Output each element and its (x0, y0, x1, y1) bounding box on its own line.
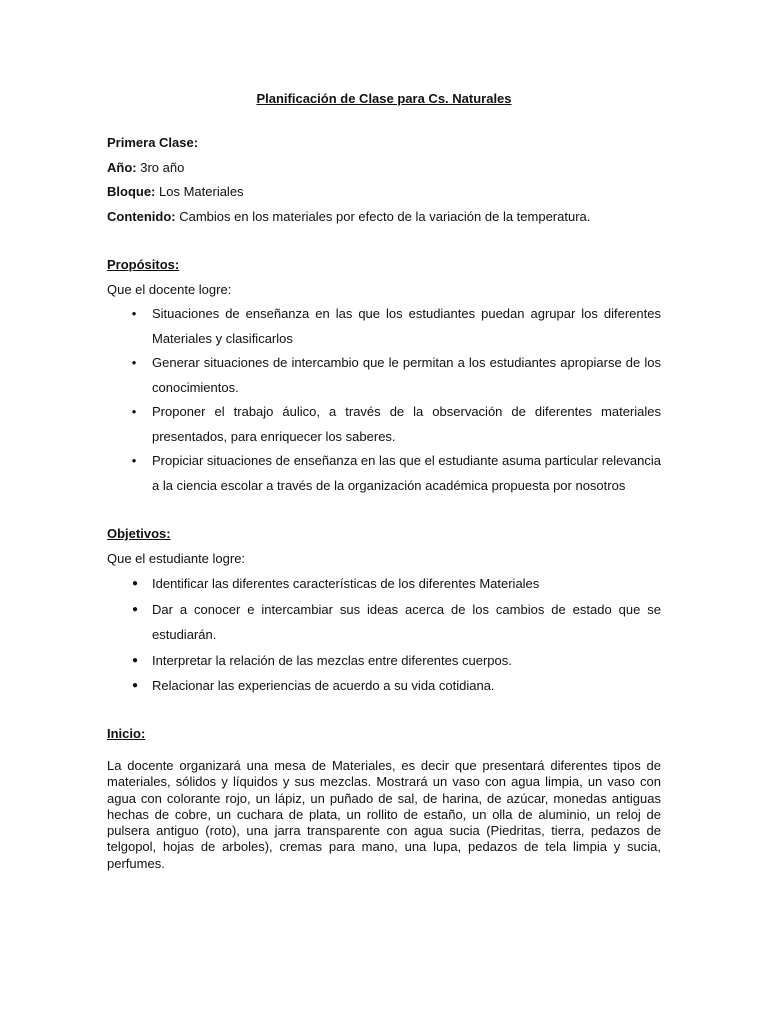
objetivos-list (107, 571, 661, 699)
propositos-intro: Que el docente logre: (107, 281, 232, 297)
list-item: • Proponer el trabajo áulico, a través de la observación de diferentes materiales presentados, para enriquecer los saberes. (107, 400, 661, 449)
content-row (107, 205, 661, 230)
class-number-label: Primera Clase: (107, 135, 199, 150)
list-item: • Situaciones de enseñanza en las que los estudiantes puedan agrupar los diferentes Materiales y clasificarlos (107, 302, 661, 351)
bullet-icon: • (131, 306, 137, 321)
content-value: Cambios en los materiales por efecto de la variación de la temperatura. (179, 208, 591, 224)
inicio-section (107, 722, 661, 747)
class-number-row (107, 131, 661, 156)
propositos-heading: Propósitos: (107, 257, 180, 272)
list-item: ● Dar a conocer e intercambiar sus ideas acerca de los cambios de estado que se estudiarán. (107, 597, 661, 648)
bullet-icon: ● (131, 603, 139, 615)
document-title: Planificación de Clase para Cs. Naturales (256, 91, 512, 106)
propositos-list (107, 302, 661, 498)
bullet-icon: ● (131, 578, 139, 589)
list-item: • Propiciar situaciones de enseñanza en las que el estudiante asuma particular relevancia a la ciencia escolar a través de la organización académica propuesta por nosotros (107, 449, 661, 498)
year-value: 3ro año (140, 159, 185, 175)
bullet-icon: • (131, 453, 137, 468)
list-item: • Generar situaciones de intercambio que le permitan a los estudiantes apropiarse de los conocimientos. (107, 351, 661, 400)
block-value: Los Materiales (159, 184, 244, 199)
bullet-icon: • (131, 404, 137, 419)
objetivos-heading: Objetivos: (107, 526, 171, 541)
list-item: ● Relacionar las experiencias de acuerdo a su vida cotidiana. (107, 673, 661, 699)
list-item: ● Interpretar la relación de las mezclas entre diferentes cuerpos. (107, 648, 661, 674)
bullet-icon: ● (131, 654, 139, 666)
class-info (107, 131, 661, 229)
block-row (107, 180, 661, 205)
list-item: ● Identificar las diferentes características de los diferentes Materiales (107, 571, 661, 597)
block-label: Bloque: (107, 184, 156, 199)
objetivos-intro: Que el estudiante logre: (107, 550, 246, 566)
inicio-heading: Inicio: (107, 726, 146, 741)
bullet-icon: ● (131, 680, 139, 691)
year-label: Año: (107, 159, 137, 175)
content-label: Contenido: (107, 208, 176, 224)
propositos-section (107, 253, 661, 498)
inicio-paragraph: La docente organizará una mesa de Materiales, es decir que presentará diferentes tipos de materiales, sólidos y líquidos y sus mezclas. Mostrará un vaso con agua limpia, un vaso con agua con colorante rojo, un lápiz, un puñado de sal, de harina, de azúcar, monedas antiguas hechas de cobre, un cuchara de plata, un rollito de estaño, un olla de aluminio, un reloj de pulsera antiguo (roto), una jarra transparente con agua sucia (Piedritas, tierra, pedazos de telgopol, hojas de arboles), cremas para mano, una lupa, pedazos de tela limpia y sucia, perfumes. (107, 758, 661, 871)
objetivos-section (107, 522, 661, 699)
year-row (107, 156, 661, 181)
bullet-icon: • (131, 355, 137, 370)
